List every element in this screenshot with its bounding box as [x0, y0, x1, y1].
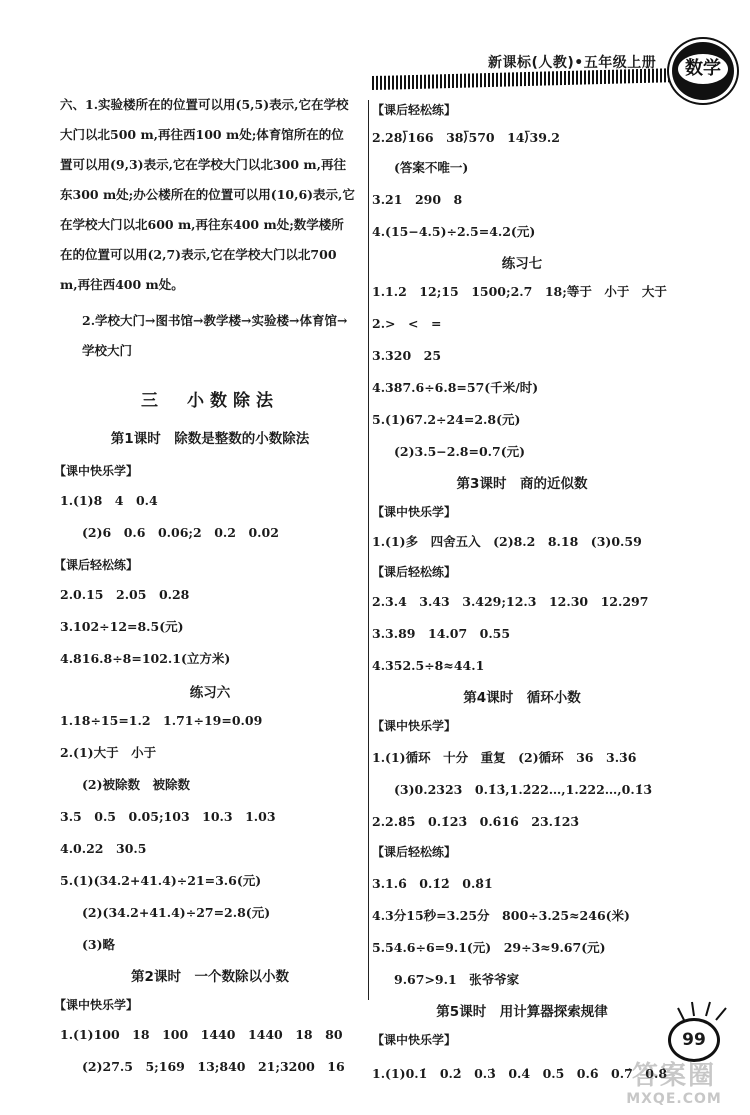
lesson-5-title: 第5课时 用计算器探索规律 — [436, 1004, 608, 1020]
lesson-1-title: 第1课时 除数是整数的小数除法 — [110, 431, 310, 447]
p7-q3: 3.320 25 — [372, 348, 442, 363]
p7-q2: 2.> < = — [372, 316, 442, 331]
left-column — [54, 90, 360, 1077]
p6-q5a: 5.(1)(34.2+41.4)÷21=3.6(元) — [60, 873, 262, 888]
r-q2: 2.28⟌166 38⟌570 14⟌39.2 — [372, 130, 560, 145]
p6-q5b: (2)(34.2+41.4)÷27=2.8(元) — [82, 905, 271, 920]
l4-q5a: 5.54.6÷6=9.1(元) 29÷3≈9.67(元) — [372, 940, 606, 955]
l5-q1: 1.(1)0.1̇ 0.2̇ 0.3̇ 0.4̇ 0.5̇ 0.6̇ 0.7̇ 0.8̇ — [372, 1066, 668, 1081]
p7-q5b: (2)3.5−2.8=0.7(元) — [394, 444, 526, 459]
watermark — [604, 1062, 744, 1110]
l3-tag-in-class: 【课中快乐学】 — [372, 505, 457, 519]
p6-q2a: 2.(1)大于 小于 — [60, 745, 157, 760]
l2-q1a: 1.(1)100 18 100 1440 1440 18 80 — [60, 1027, 343, 1042]
l3-q4: 4.352.5÷8≈44.1 — [372, 658, 485, 673]
right-column — [372, 96, 672, 1084]
l1-q3: 3.102÷12=8.5(元) — [60, 619, 184, 634]
l2-q1b: (2)27.5 5;169 13;840 21;3200 16 — [82, 1059, 345, 1074]
l3-q3: 3.3.89 14.07 0.55 — [372, 626, 511, 641]
chapter-title: 三 小数除法 — [141, 391, 279, 411]
p6-q2b: (2)被除数 被除数 — [82, 777, 191, 792]
l4-q4: 4.3分15秒=3.25分 800÷3.25≈246(米) — [372, 908, 630, 923]
answer-6-1: 六、1.实验楼所在的位置可以用(5,5)表示,它在学校大门以北500 m,再往西100 m处;体育馆所在的位置可以用(9,3)表示,它在学校大门以北300 m,再往东300 m处;办公楼所在的位置可以用(10,6)表示,它在学校大门以北600 m,再往东400 m处;数学楼所在的位置可以用(2,7)表示,它在学校大门以北700 m,再往西400 m处。 — [60, 97, 355, 292]
subject-logo — [672, 42, 734, 100]
p6-q1: 1.18÷15=1.2 1.71÷19=0.09 — [60, 713, 263, 728]
p7-q1: 1.1.2 12;15 1500;2.7 18;等于 小于 大于 — [372, 284, 667, 299]
p7-q4: 4.387.6÷6.8=57(千米/时) — [372, 380, 539, 395]
l1-q4: 4.816.8÷8=102.1(立方米) — [60, 651, 231, 666]
l5-tag-in-class: 【课中快乐学】 — [372, 1033, 457, 1047]
l4-q5b: 9.67>9.1 张爷爷家 — [394, 972, 520, 987]
tag-in-class: 【课中快乐学】 — [54, 464, 139, 478]
lesson-4-title: 第4课时 循环小数 — [463, 690, 581, 706]
subject-logo-text: 数学 — [678, 54, 728, 84]
l4-q1a: 1.(1)循环 十分 重复 (2)循环 36 3.3̇6̇ — [372, 750, 637, 765]
l1-q2: 2.0.15 2.05 0.28 — [60, 587, 190, 602]
l2-tag-in-class: 【课中快乐学】 — [54, 998, 139, 1012]
l4-tag-after-class: 【课后轻松练】 — [372, 845, 457, 859]
l4-tag-in-class: 【课中快乐学】 — [372, 719, 457, 733]
l1-q1b: (2)6 0.6 0.06;2 0.2 0.02 — [82, 525, 279, 540]
p6-q3: 3.5 0.5 0.05;103 10.3 1.03 — [60, 809, 276, 824]
l4-q1b: (3)0.2323 0.1̇3̇,1.2̇22…,1.222…,0.1̇3̇ — [394, 782, 653, 797]
book-title: 新课标(人教)•五年级上册 — [488, 55, 657, 71]
p6-q4: 4.0.22 30.5 — [60, 841, 147, 856]
column-divider — [368, 100, 369, 1000]
r-q3: 3.21 290 8 — [372, 192, 463, 207]
l3-q1: 1.(1)多 四舍五入 (2)8.2 8.18 (3)0.59 — [372, 534, 642, 549]
l3-tag-after-class: 【课后轻松练】 — [372, 565, 457, 579]
page-number: 99 — [668, 1018, 720, 1062]
watermark-line1: 答案圈 — [631, 1061, 716, 1091]
practice-6-title: 练习六 — [189, 685, 231, 701]
lesson-2-title: 第2课时 一个数除以小数 — [131, 969, 289, 985]
l4-q3: 3.1.6̇ 0.1̇2̇ 0.8̇1̇ — [372, 876, 493, 891]
lesson-3-title: 第3课时 商的近似数 — [456, 476, 588, 492]
l1-q1a: 1.(1)8 4 0.4 — [60, 493, 158, 508]
practice-7-title: 练习七 — [501, 256, 543, 272]
p6-q5c: (3)略 — [82, 937, 116, 952]
l4-q2: 2.2.8̇5̇ 0.1̇23̇ 0.6̇16̇ 23.1̇23̇ — [372, 814, 580, 829]
watermark-line2: MXQE.COM — [626, 1091, 722, 1107]
tag-after-class: 【课后轻松练】 — [54, 558, 139, 572]
p7-q5a: 5.(1)67.2÷24=2.8(元) — [372, 412, 521, 427]
r-q4: 4.(15−4.5)÷2.5=4.2(元) — [372, 224, 536, 239]
l3-q2: 2.3.4 3.43 3.429;12.3 12.30 12.297 — [372, 594, 649, 609]
r-q2-note: (答案不唯一) — [394, 160, 469, 175]
answer-6-2: 2.学校大门→图书馆→教学楼→实验楼→体育馆→学校大门 — [82, 313, 348, 358]
r-tag-after-class: 【课后轻松练】 — [372, 103, 457, 117]
